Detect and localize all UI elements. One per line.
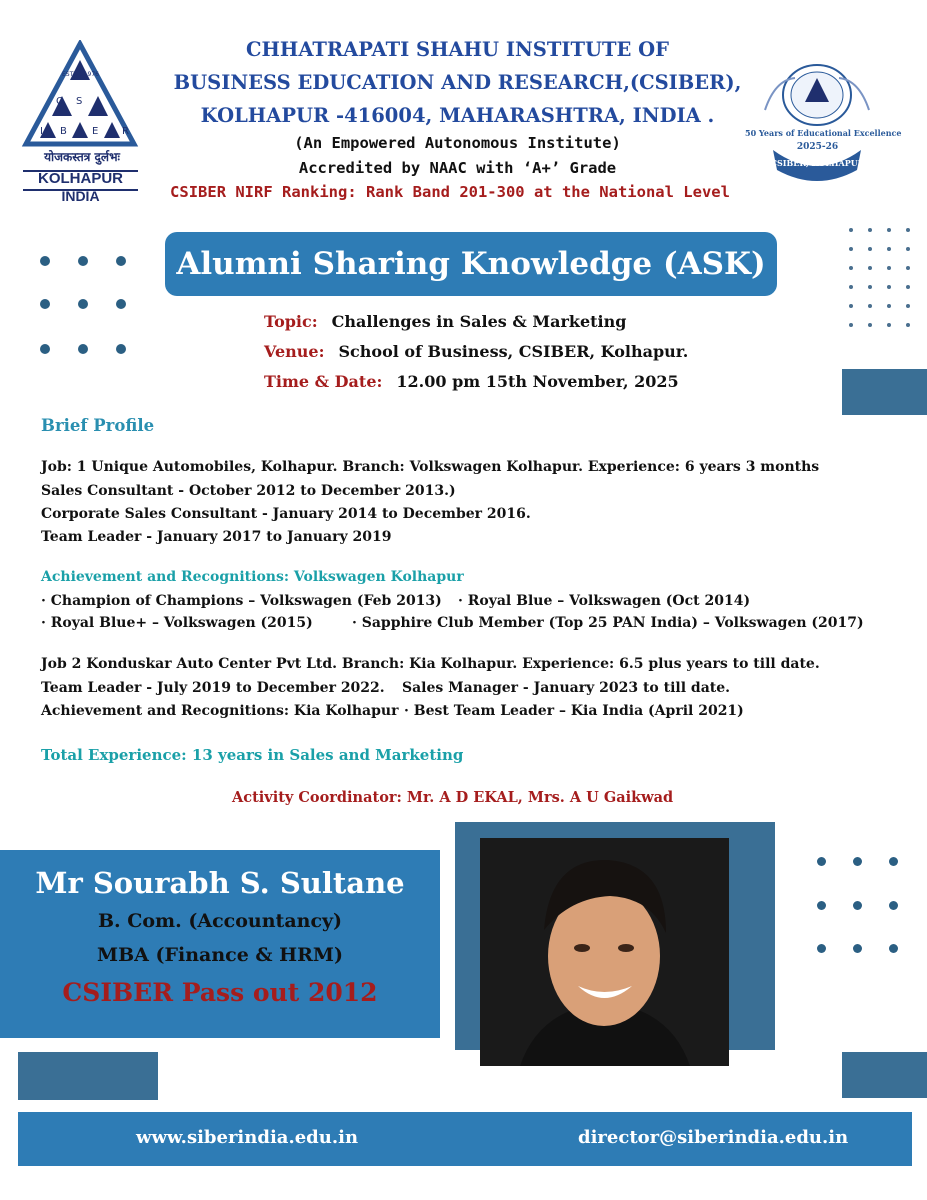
total-experience: Total Experience: 13 years in Sales and Marketing: [41, 746, 464, 764]
decor-dot: [887, 323, 891, 327]
decor-dot: [78, 344, 88, 354]
csiber-logo: [18, 40, 143, 204]
decor-dot: [116, 256, 126, 266]
decor-dot: [40, 299, 50, 309]
decor-block: [842, 369, 927, 415]
ach1-item: · Champion of Champions – Volkswagen (Feb 2013): [41, 593, 442, 609]
job1-line: Job: 1 Unique Automobiles, Kolhapur. Branch: Volkswagen Kolhapur. Experience: 6 years 3 months: [41, 459, 820, 475]
job2-line: Achievement and Recognitions: Kia Kolhapur: [41, 703, 399, 719]
decor-dot: [849, 323, 853, 327]
decor-dot: [906, 323, 910, 327]
decor-dot: [868, 285, 872, 289]
decor-block: [18, 1052, 158, 1100]
decor-dot: [868, 266, 872, 270]
decor-dot: [906, 266, 910, 270]
seal-tagline: 50 Years of Educational Excellence: [745, 128, 902, 138]
ach1-item: · Royal Blue+ – Volkswagen (2015): [41, 615, 313, 631]
decor-dot: [906, 304, 910, 308]
decor-dot: [817, 901, 826, 910]
logo-country: INDIA: [61, 188, 100, 204]
decor-dot: [849, 304, 853, 308]
job2-line: Team Leader - July 2019 to December 2022.: [41, 680, 385, 696]
speaker-degree-1: B. Com. (Accountancy): [97, 910, 343, 932]
logo-letter-e: E: [92, 126, 99, 137]
decor-dot: [817, 944, 826, 953]
fifty-years-seal: [745, 50, 902, 185]
decor-dot: [116, 299, 126, 309]
logo-letter-r: R: [122, 126, 129, 137]
decor-dot: [853, 857, 862, 866]
decor-dot: [868, 228, 872, 232]
logo-estd: ESTD : 1976: [62, 71, 99, 78]
nirf-ranking: CSIBER NIRF Ranking: Rank Band 201-300 at the National Level: [170, 183, 730, 201]
decor-dot: [40, 256, 50, 266]
decor-dot: [887, 285, 891, 289]
decor-dot: [868, 247, 872, 251]
decor-dot: [889, 944, 898, 953]
logo-letter-b: B: [60, 126, 67, 137]
decor-dot: [40, 344, 50, 354]
decor-block: [842, 1052, 927, 1098]
job2-line: · Best Team Leader – Kia India (April 2021): [404, 703, 744, 719]
institute-name-line-3: KOLHAPUR -416004, MAHARASHTRA, INDIA .: [200, 104, 715, 127]
decor-dot: [849, 285, 853, 289]
decor-dot: [817, 857, 826, 866]
topic-label: Topic:: [264, 312, 318, 331]
decor-dot: [906, 285, 910, 289]
speaker-photo: [480, 838, 729, 1066]
logo-letter-i: I: [40, 126, 43, 137]
decor-dot: [868, 323, 872, 327]
ach1-item: · Royal Blue – Volkswagen (Oct 2014): [458, 593, 751, 609]
decor-dot: [853, 944, 862, 953]
decor-dot: [887, 304, 891, 308]
decor-dot: [887, 228, 891, 232]
brief-profile-heading: Brief Profile: [41, 416, 155, 435]
decor-dot: [78, 256, 88, 266]
activity-coordinator: Activity Coordinator: Mr. A D EKAL, Mrs. A U Gaikwad: [232, 789, 674, 806]
decor-dot: [849, 228, 853, 232]
time-value: 12.00 pm 15th November, 2025: [396, 372, 679, 391]
event-topic: [264, 312, 626, 331]
speaker-passout: CSIBER Pass out 2012: [62, 978, 378, 1007]
seal-ribbon-text: CSIBER, KOLHAPUR: [770, 158, 865, 168]
topic-value: Challenges in Sales & Marketing: [331, 312, 627, 331]
event-title-banner: Alumni Sharing Knowledge (ASK): [165, 232, 777, 296]
job1-line: Corporate Sales Consultant - January 2014 to December 2016.: [41, 506, 531, 522]
venue-value: School of Business, CSIBER, Kolhapur.: [338, 342, 689, 361]
decor-dot: [868, 304, 872, 308]
decor-dot: [849, 266, 853, 270]
decor-dot: [889, 901, 898, 910]
seal-years: 2025-26: [796, 142, 839, 152]
job2-line: Job 2 Konduskar Auto Center Pvt Ltd. Branch: Kia Kolhapur. Experience: 6.5 plus years to till date.: [41, 656, 820, 672]
logo-city: KOLHAPUR: [38, 170, 123, 187]
email-link[interactable]: director@siberindia.edu.in: [578, 1127, 849, 1148]
decor-dot: [849, 247, 853, 251]
institute-name-line-1: CHHATRAPATI SHAHU INSTITUTE OF: [245, 38, 670, 61]
ach1-heading: Achievement and Recognitions: Volkswagen Kolhapur: [41, 569, 464, 585]
decor-dot: [887, 247, 891, 251]
decor-dot: [78, 299, 88, 309]
speaker-degree-2: MBA (Finance & HRM): [97, 944, 343, 966]
logo-motto: योजकस्तत्र दुर्लभः: [44, 150, 120, 164]
decor-dot: [116, 344, 126, 354]
event-venue: [264, 342, 688, 361]
job1-line: Team Leader - January 2017 to January 2019: [41, 529, 392, 545]
decor-dot: [887, 266, 891, 270]
job2-line: Sales Manager - January 2023 to till date.: [402, 680, 731, 696]
event-time: [264, 372, 679, 391]
speaker-name: Mr Sourabh S. Sultane: [35, 866, 405, 900]
institute-name-line-2: BUSINESS EDUCATION AND RESEARCH,(CSIBER),: [173, 71, 742, 94]
logo-letter-c: C: [56, 96, 63, 107]
naac-accreditation: Accredited by NAAC with ‘A+’ Grade: [298, 159, 617, 177]
autonomous-status: (An Empowered Autonomous Institute): [294, 134, 621, 152]
decor-dot: [906, 247, 910, 251]
ach1-item: · Sapphire Club Member (Top 25 PAN India) – Volkswagen (2017): [352, 615, 864, 631]
time-label: Time & Date:: [264, 372, 383, 391]
decor-dot: [853, 901, 862, 910]
logo-letter-s: S: [76, 96, 83, 107]
job1-line: Sales Consultant - October 2012 to December 2013.): [41, 483, 456, 499]
venue-label: Venue:: [264, 342, 325, 361]
decor-dot: [906, 228, 910, 232]
website-link[interactable]: www.siberindia.edu.in: [136, 1127, 359, 1148]
decor-dot: [889, 857, 898, 866]
